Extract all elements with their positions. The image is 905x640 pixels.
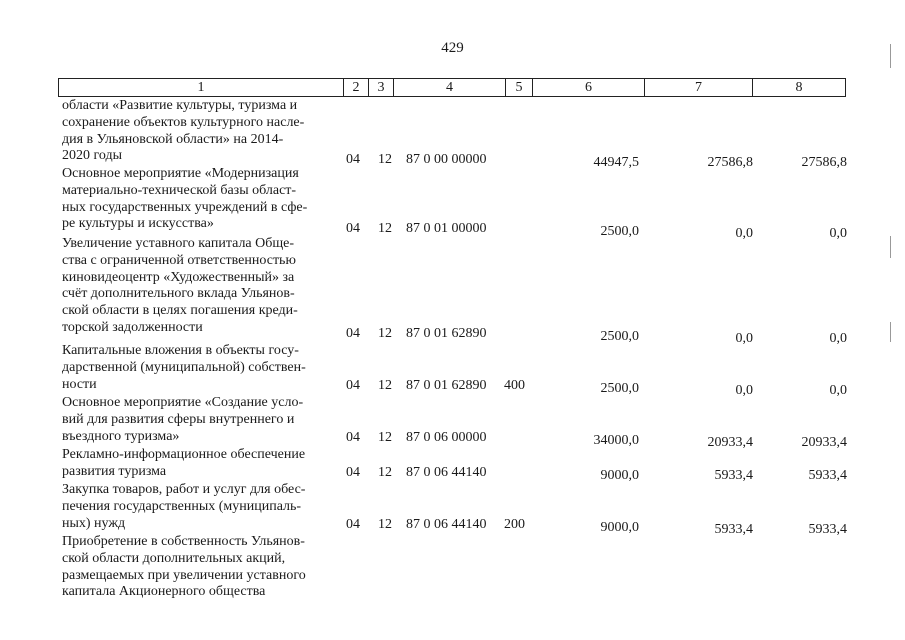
header-col-5: 5 <box>506 79 533 96</box>
row-line: 2020 годы <box>62 148 123 164</box>
row-line: сохранение объектов культурного насле- <box>62 114 305 130</box>
row-line: Капитальные вложения в объекты госу- <box>62 343 299 358</box>
cell-pr: 12 <box>378 378 392 393</box>
cell-amount-7: 5933,4 <box>714 522 753 537</box>
header-col-6: 6 <box>533 79 645 96</box>
row-line: въездного туризма» <box>62 428 180 444</box>
cell-rz: 04 <box>346 517 360 532</box>
cell-code: 87 0 06 00000 <box>406 430 487 445</box>
row-line: Увеличение уставного капитала Обще- <box>62 236 295 251</box>
header-col-1: 1 <box>59 79 344 96</box>
cell-amount-7: 0,0 <box>735 226 753 241</box>
page-number: 429 <box>441 40 464 56</box>
row-line: области «Развитие культуры, туризма и <box>62 98 298 113</box>
cell-pr: 12 <box>378 430 392 445</box>
row-line: дарственной (муниципальной) собствен- <box>62 359 306 375</box>
cell-amount-7: 5933,4 <box>714 468 753 483</box>
cell-code: 87 0 00 00000 <box>406 152 487 167</box>
cell-rz: 04 <box>346 221 360 236</box>
row-line: развития туризма <box>62 463 167 479</box>
cell-pr: 12 <box>378 465 392 480</box>
header-col-3: 3 <box>369 79 394 96</box>
table-row-text <box>62 98 334 165</box>
cell-code: 87 0 01 00000 <box>406 221 487 236</box>
cell-amount-8: 0,0 <box>829 331 847 346</box>
row-line: ре культуры и искусства» <box>62 216 214 232</box>
row-line: вий для развития сферы внутреннего и <box>62 411 295 427</box>
cell-amount-8: 0,0 <box>829 226 847 241</box>
cell-amount-6: 2500,0 <box>600 381 639 396</box>
cell-rz: 04 <box>346 326 360 341</box>
cell-amount-8: 20933,4 <box>801 435 847 450</box>
row-line: капитала Акционерного общества <box>62 584 266 600</box>
cell-rz: 04 <box>346 378 360 393</box>
cell-pr: 12 <box>378 517 392 532</box>
cell-amount-6: 34000,0 <box>593 433 639 448</box>
row-line: Основное мероприятие «Создание усло- <box>62 395 304 410</box>
cell-amount-7: 0,0 <box>735 331 753 346</box>
header-col-7: 7 <box>645 79 753 96</box>
cell-pr: 12 <box>378 326 392 341</box>
row-line: дия в Ульяновской области» на 2014- <box>62 131 284 147</box>
cell-rz: 04 <box>346 465 360 480</box>
table-row-text <box>62 395 334 445</box>
row-line: Приобретение в собственность Ульянов- <box>62 534 305 549</box>
scan-margin-mark <box>890 44 891 68</box>
row-line: ных государственных учреждений в сфе- <box>62 199 308 215</box>
cell-pr: 12 <box>378 221 392 236</box>
row-line: Рекламно-информационное обеспечение <box>62 447 306 462</box>
header-col-8: 8 <box>795 80 803 95</box>
cell-rz: 04 <box>346 430 360 445</box>
cell-amount-8: 5933,4 <box>808 468 847 483</box>
row-line: счёт дополнительного вклада Ульянов- <box>62 286 295 302</box>
cell-code: 87 0 06 44140 <box>406 517 487 532</box>
row-line: Основное мероприятие «Модернизация <box>62 166 299 181</box>
cell-amount-8: 27586,8 <box>801 155 847 170</box>
cell-amount-8: 5933,4 <box>808 522 847 537</box>
cell-amount-6: 2500,0 <box>600 224 639 239</box>
row-line: размещаемых при увеличении уставного <box>62 567 306 583</box>
scan-margin-mark <box>890 236 891 258</box>
cell-amount-6: 9000,0 <box>600 520 639 535</box>
row-line: материально-технической базы област- <box>62 182 297 198</box>
row-line: печения государственных (муниципаль- <box>62 498 302 514</box>
cell-amount-7: 0,0 <box>735 383 753 398</box>
header-col-4: 4 <box>394 79 506 96</box>
row-line: ской области дополнительных акций, <box>62 550 286 566</box>
table-row-text <box>62 343 334 393</box>
row-line: киновидеоцентр «Художественный» за <box>62 269 295 285</box>
table-row-text <box>62 236 334 337</box>
cell-amount-7: 20933,4 <box>707 435 753 450</box>
cell-vr: 200 <box>504 517 525 532</box>
table-row-text <box>62 447 334 481</box>
table-row-text <box>62 534 334 601</box>
row-line: ных) нужд <box>62 515 126 531</box>
row-line: Закупка товаров, работ и услуг для обес- <box>62 482 306 497</box>
cell-rz: 04 <box>346 152 360 167</box>
row-line: ства с ограниченной ответственностью <box>62 252 296 268</box>
header-col-2: 2 <box>344 79 369 96</box>
cell-code: 87 0 06 44140 <box>406 465 487 480</box>
cell-amount-6: 9000,0 <box>600 468 639 483</box>
cell-code: 87 0 01 62890 <box>406 378 487 393</box>
table-row-text <box>62 166 334 233</box>
cell-code: 87 0 01 62890 <box>406 326 487 341</box>
cell-amount-7: 27586,8 <box>707 155 753 170</box>
cell-amount-6: 44947,5 <box>593 155 639 170</box>
row-line: ской области в целях погашения креди- <box>62 303 298 319</box>
table-row-text <box>62 482 334 532</box>
cell-vr: 400 <box>504 378 525 393</box>
cell-amount-6: 2500,0 <box>600 329 639 344</box>
cell-amount-8: 0,0 <box>829 383 847 398</box>
table-header <box>58 78 846 97</box>
row-line: торской задолженности <box>62 319 203 335</box>
cell-pr: 12 <box>378 152 392 167</box>
row-line: ности <box>62 376 97 392</box>
scan-margin-mark <box>890 322 891 342</box>
